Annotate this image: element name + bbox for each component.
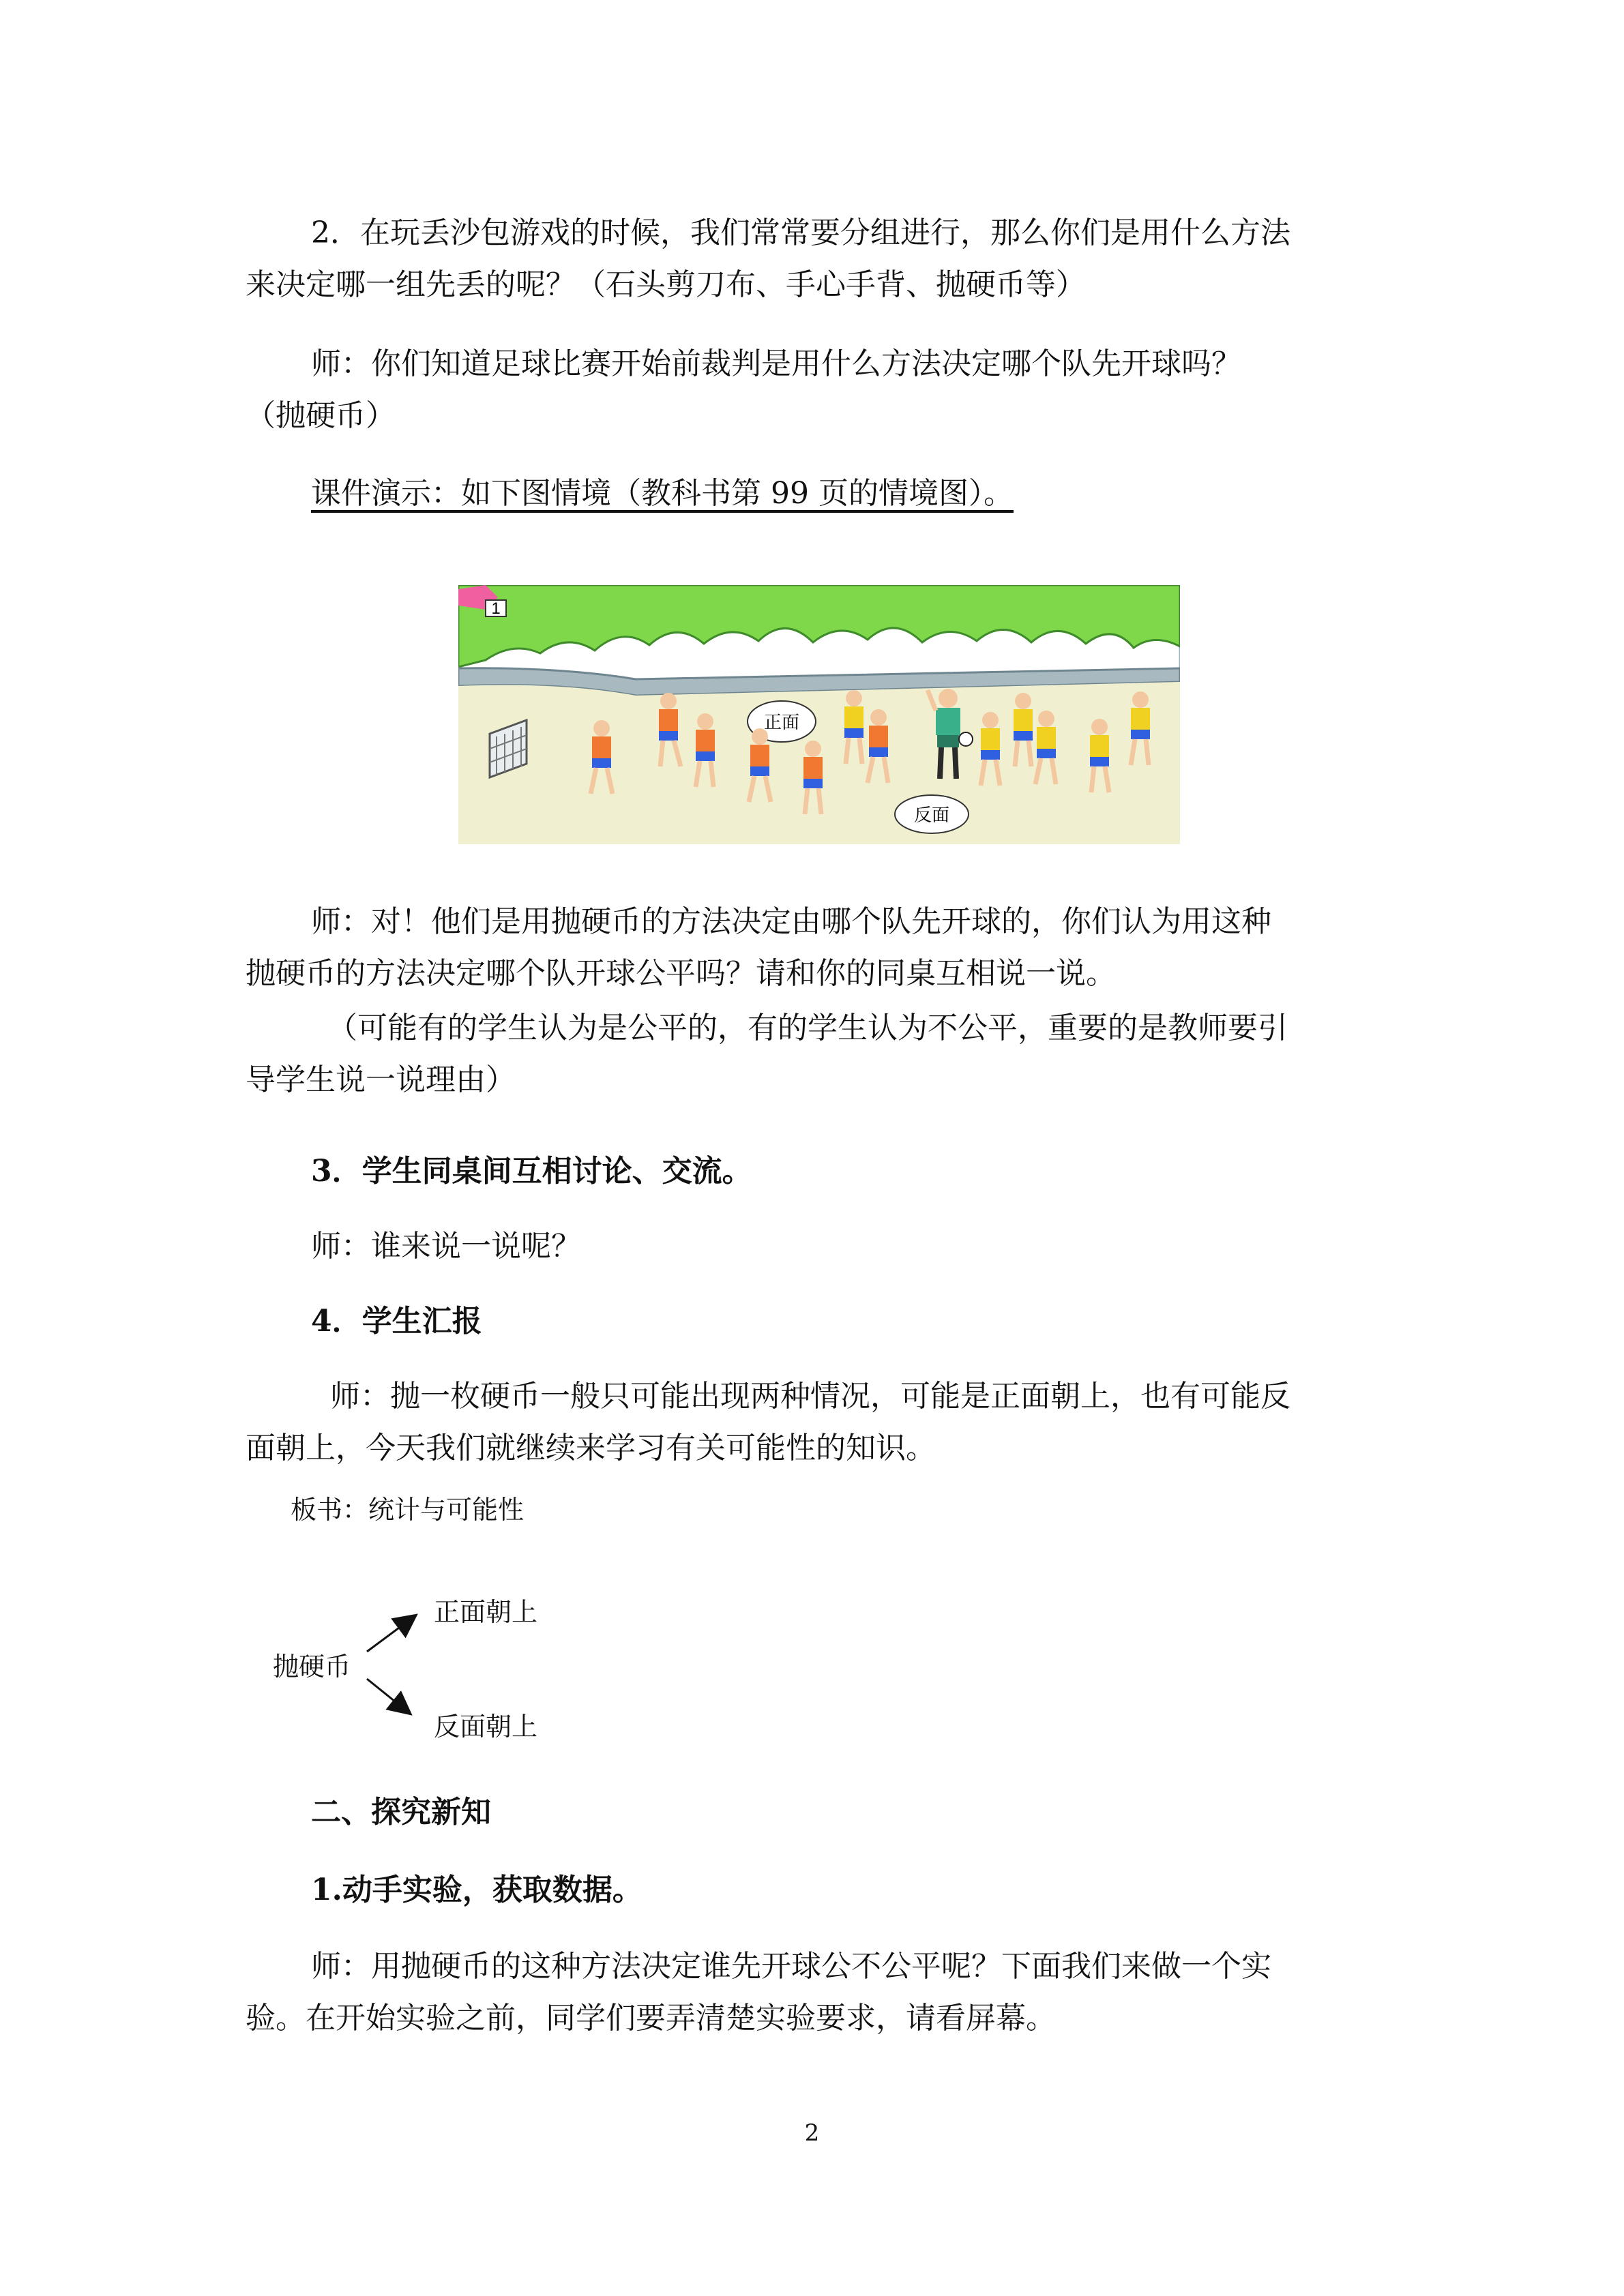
arrow-up (367, 1616, 415, 1652)
arrow-down (367, 1679, 409, 1713)
courseware-text: 课件演示：如下图情境（教科书第 99 页的情境图）。 (311, 476, 1014, 511)
teacher-remark-2-line-1: 师：对！他们是用抛硬币的方法决定由哪个队先开球的，你们认为用这种 (311, 904, 1271, 939)
subsection-1-heading: 1.动手实验，获取数据。 (311, 1873, 643, 1907)
diagram-heads-label: 正面朝上 (434, 1597, 538, 1627)
teacher-question-1-line-2: （抛硬币） (246, 398, 396, 433)
teaching-note-line-1: （可能有的学生认为是公平的，有的学生认为不公平，重要的是教师要引 (327, 1011, 1288, 1045)
bubble-heads-text: 正面 (763, 713, 800, 733)
teacher-question-2: 师：谁来说一说呢？ (311, 1229, 581, 1264)
board-writing: 板书：统计与可能性 (291, 1495, 525, 1525)
bubble-tails (895, 795, 969, 833)
teacher-remark-2-line-2: 抛硬币的方法决定哪个队开球公平吗？请和你的同桌互相说一说。 (246, 956, 1116, 991)
coin-toss-diagram (273, 1582, 750, 1759)
teaching-note-line-2: 导学生说一说理由） (246, 1062, 516, 1097)
teacher-remark-3-line-2: 面朝上，今天我们就继续来学习有关可能性的知识。 (246, 1431, 936, 1465)
diagram-root-label: 抛硬币 (273, 1652, 351, 1682)
paragraph-2-line-1: 2．在玩丢沙包游戏的时候，我们常常要分组进行，那么你们是用什么方法 (311, 215, 1290, 250)
diagram-tails-label: 反面朝上 (434, 1712, 538, 1742)
step-3-heading: 3．学生同桌间互相讨论、交流。 (311, 1154, 752, 1189)
teacher-remark-4-line-1: 师：用抛硬币的这种方法决定谁先开球公不公平呢？下面我们来做一个实 (311, 1949, 1271, 1984)
courseware-line (246, 468, 1378, 520)
paragraph-2-line-2: 来决定哪一组先丢的呢？（石头剪刀布、手心手背、抛硬币等） (246, 267, 1086, 302)
step-4-heading: 4．学生汇报 (311, 1304, 482, 1339)
bubble-tails-text: 反面 (913, 805, 950, 826)
page-number: 2 (804, 2119, 820, 2147)
teacher-remark-3-line-1: 师：抛一枚硬币一般只可能出现两种情况，可能是正面朝上，也有可能反 (330, 1379, 1290, 1414)
teacher-remark-4-line-2: 验。在开始实验之前，同学们要弄清楚实验要求，请看屏幕。 (246, 2001, 1056, 2036)
soccer-scene-illustration (458, 585, 1180, 844)
section-2-heading: 二、探究新知 (311, 1795, 491, 1830)
teacher-question-1-line-1: 师：你们知道足球比赛开始前裁判是用什么方法决定哪个队先开球吗？ (311, 346, 1241, 381)
badge-number: 1 (491, 599, 501, 618)
